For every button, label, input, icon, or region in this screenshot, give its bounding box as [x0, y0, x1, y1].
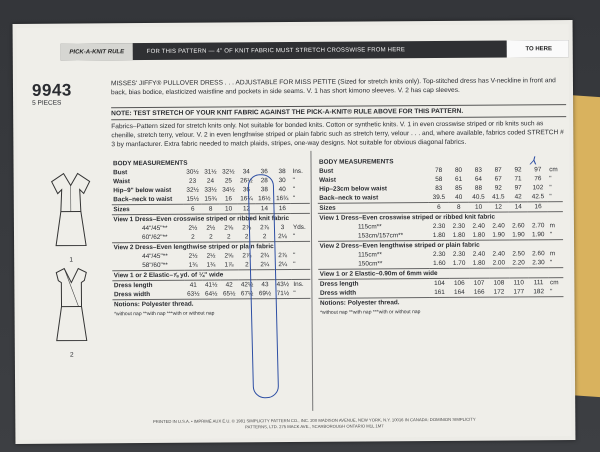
table-cell: m [549, 250, 556, 258]
table-cell: 115cm** [357, 223, 382, 231]
table-cell: 32½ [186, 186, 199, 194]
table-cell: Bust [113, 169, 128, 177]
table-cell: 2.40 [472, 250, 486, 258]
table-cell: 42 [514, 193, 522, 201]
view-2-caption: 2 [70, 351, 74, 359]
table-cell: 30½ [186, 168, 199, 176]
table-cell: " [293, 289, 296, 298]
table-cell: 24 [206, 177, 215, 185]
table-cell: 182 [533, 288, 545, 296]
table-cell: 61 [454, 175, 463, 183]
table-cell: 2½ [206, 252, 216, 260]
table-cell: 16 [224, 195, 233, 203]
table-cell: 14 [255, 204, 273, 214]
handwritten-size-circle [248, 174, 279, 399]
table-cell: 115cm** [358, 251, 382, 259]
table-cell: 67½ [240, 290, 254, 298]
table-cell: 80 [454, 166, 463, 174]
table-cell: Ins. [292, 279, 311, 289]
table-cell: 44"/45"** [142, 252, 168, 261]
table-cell: 1.80 [432, 231, 446, 240]
table-cell: " [550, 288, 553, 296]
left-v2-title: View 2 Dress–Even lengthwise striped or plain fabric [112, 241, 310, 252]
table-cell: 28 [260, 177, 268, 185]
table-cell: 177 [513, 288, 525, 296]
rule-here: TO HERE [507, 40, 571, 57]
table-cell: 2.00 [492, 259, 506, 267]
table-cell: 106 [449, 278, 469, 288]
table-cell: 12 [238, 204, 256, 214]
table-cell: Yds. [292, 223, 306, 232]
table-cell: 2 [191, 233, 195, 241]
table-cell: 172 [493, 288, 505, 296]
table-cell: 2.40 [492, 222, 505, 230]
table-cell: 32½ [222, 168, 235, 176]
table-cell: 76 [534, 175, 542, 183]
table-cell: 2.30 [433, 250, 446, 259]
table-cell: 33½ [204, 186, 217, 194]
table-cell: 3 [280, 224, 285, 232]
table-cell: " [549, 231, 552, 239]
table-cell: 42.5 [531, 193, 545, 201]
table-cell: 25 [224, 177, 232, 185]
table-cell: 16 [273, 204, 291, 214]
table-cell: 34½ [222, 186, 235, 194]
table-cell: 40 [278, 186, 286, 194]
table-cell: Hip–23cm below waist [319, 185, 388, 193]
table-cell: 2.30 [532, 259, 545, 267]
table-cell: 10 [469, 202, 489, 212]
table-cell: 107 [469, 278, 489, 288]
table-cell: 58"/60"** [142, 261, 168, 270]
dress-view-1-icon [44, 167, 99, 251]
table-cell: 39.5 [432, 193, 446, 202]
table-cell: 64½ [205, 290, 218, 298]
table-cell: Back–neck to waist [113, 195, 173, 204]
table-cell: 1.60 [433, 259, 446, 268]
table-cell: m [549, 222, 555, 230]
table-cell: 1¾ [188, 261, 198, 269]
table-cell: 34 [242, 168, 250, 176]
table-cell: 41 [184, 280, 202, 290]
table-cell: 38 [260, 186, 268, 194]
table-cell: 2.60 [512, 222, 525, 230]
pattern-number: 9943 [31, 80, 72, 100]
table-cell: 67 [494, 175, 502, 183]
table-cell: 2¼ [260, 261, 270, 269]
table-cell: 31½ [204, 168, 217, 176]
table-cell: 1.90 [492, 231, 505, 239]
table-cell: 6 [429, 202, 449, 212]
table-cell: " [292, 232, 296, 241]
table-cell: 108 [489, 278, 509, 288]
table-cell: 30 [278, 177, 286, 185]
table-cell: 2.30 [452, 222, 466, 230]
table-cell: 40.5 [472, 193, 485, 201]
metric-table [317, 156, 563, 317]
table-cell: " [293, 251, 296, 260]
table-cell: 42½ [238, 280, 256, 290]
table-cell: 6 [184, 204, 202, 214]
handwritten-mark: ⅄ [529, 155, 537, 168]
table-cell: 97 [534, 166, 542, 174]
table-cell: Back–neck to waist [319, 194, 379, 202]
table-cell: 8 [449, 202, 469, 212]
table-cell: 1.90 [532, 231, 545, 239]
table-cell: 161 [434, 288, 445, 297]
table-cell: " [292, 176, 295, 185]
table-cell: 2 [245, 261, 249, 269]
table-cell: 153cm/157cm** [358, 232, 404, 240]
table-cell: 2⅝ [224, 252, 234, 260]
table-cell: 111 [529, 278, 549, 288]
table-cell: Waist [113, 178, 130, 186]
table-cell: 1.80 [472, 231, 486, 239]
table-cell: 2 [244, 233, 249, 241]
table-cell: 2.70 [531, 222, 545, 230]
table-cell: 16 [528, 202, 548, 212]
table-cell: 58 [435, 175, 443, 184]
column-divider [310, 151, 312, 411]
table-cell: Dress length [112, 280, 184, 290]
table-cell: 1.80 [452, 231, 466, 239]
table-cell: 1.80 [472, 259, 486, 267]
table-cell: 164 [453, 288, 465, 296]
table-cell: 12 [488, 202, 508, 212]
table-cell: " [292, 194, 296, 203]
table-cell: 41½ [202, 280, 220, 290]
left-notions: Notions: Polyester thread. [112, 298, 310, 309]
table-cell: 1.90 [512, 231, 525, 239]
view-1-caption: 1 [69, 256, 74, 264]
table-cell: 102 [532, 184, 544, 192]
table-cell: 92 [494, 184, 502, 192]
dress-view-2-icon [44, 262, 99, 346]
table-cell: 23 [188, 177, 197, 185]
table-cell: " [293, 260, 296, 269]
table-cell: 2⅞ [242, 252, 252, 260]
table-cell: 43 [256, 280, 274, 290]
rule-label: PICK-A-KNIT RULE [61, 43, 133, 61]
right-v1-title: View 1 Dress–Even crosswise striped or ribbed knit fabric [318, 212, 563, 223]
table-cell: 2½ [188, 252, 198, 260]
table-cell: " [549, 259, 553, 267]
table-cell: 38 [278, 168, 286, 176]
table-cell: 64 [474, 175, 482, 183]
table-cell: 2¾ [260, 252, 270, 260]
table-cell: 2.20 [512, 259, 525, 267]
table-cell: Ins. [292, 167, 303, 176]
imperial-table [111, 158, 310, 318]
pattern-sheet [17, 24, 572, 440]
table-cell: 78 [435, 166, 443, 175]
stretch-note: NOTE: TEST STRETCH OF YOUR KNIT FABRIC AGAINST THE PICK-A-KNIT® RULE ABOVE FOR THIS PATTERN. [111, 104, 566, 120]
table-cell: 71½ [276, 290, 290, 298]
table-cell: 41.5 [492, 193, 505, 201]
left-title: BODY MEASUREMENTS [112, 159, 188, 168]
table-cell: 83 [474, 166, 482, 174]
table-cell: 88 [474, 184, 483, 192]
pattern-pieces: 5 PIECES [32, 99, 62, 107]
table-cell: 110 [509, 278, 529, 288]
table-cell: Waist [319, 176, 336, 184]
table-cell: 1.70 [452, 259, 466, 267]
table-cell: 16¾ [276, 195, 289, 203]
copyright-footer: PRINTED IN U.S.A. • IMPRIMÉ AUX É.U. © 1981 SIMPLICITY PATTERN CO., INC. 200 MADISON AVENUE, NEW YORK, N.Y. 10016 IN CANADA: DOMINION SIMPLICITY PATTERNS, LTD. 275 MACK AVE., SCARBOROUGH ONTARIO M1L 1M7 [152, 416, 476, 429]
table-cell: Bust [319, 167, 334, 175]
table-cell: cm [548, 278, 563, 288]
table-cell: 36 [260, 168, 268, 176]
view-1-figure [44, 167, 99, 263]
table-cell [291, 203, 310, 213]
pattern-description: MISSES' JIFFY® PULLOVER DRESS . . . ADJUSTABLE FOR MISS PETITE (Sized for stretch knits only). Top-stitched dress has V-neckline in front and back, bias bodice, elasticized waistline and pockets in side seams. V. 1 has short kimono sleeves. V. 2 has cap sleeves. [110, 77, 556, 97]
table-cell: 14 [508, 202, 528, 212]
table-cell: 150cm** [358, 260, 383, 268]
table-cell: 15¾ [204, 195, 217, 203]
table-cell: Hip–9" below waist [113, 186, 172, 195]
table-cell: 2 [262, 233, 267, 241]
table-cell: 2⅞ [260, 224, 270, 232]
left-elastic: View 1 or 2 Elastic–⅞ yd. of ¼" wide [112, 269, 310, 280]
rule-text: FOR THIS PATTERN — 4" OF KNIT FABRIC MUST STRETCH CROSSWISE FROM HERE [146, 46, 406, 55]
right-notions: Notions: Polyester thread. [318, 297, 563, 308]
table-cell: 16½ [258, 195, 271, 203]
right-v2-title: View 2 Dress–Even lengthwise striped or plain fabric [318, 240, 563, 251]
table-cell: 2 [226, 233, 231, 241]
view-2-figure [44, 262, 99, 358]
table-cell: 10 [220, 204, 238, 214]
table-cell: 2½ [206, 224, 216, 232]
table-cell: 8 [202, 204, 220, 214]
table-cell: " [549, 175, 552, 183]
table-cell: 43½ [274, 280, 292, 290]
table-cell: 2⅞ [242, 224, 252, 232]
table-cell: 2.40 [492, 250, 505, 258]
table-cell: 2.30 [452, 250, 466, 258]
right-elastic: View 1 or 2 Elastic–0.90m of 6mm wide [318, 268, 563, 280]
table-cell: 71 [514, 175, 522, 183]
table-cell: 104 [430, 278, 450, 288]
table-cell: 2⅛ [278, 233, 288, 241]
table-cell: 83 [435, 184, 443, 193]
table-cell: 2 [209, 233, 213, 241]
table-cell: Dress length [318, 279, 429, 289]
table-cell: " [549, 193, 552, 201]
table-cell: 40 [455, 193, 463, 201]
fabrics-text: Fabrics–Pattern sized for stretch knits only. Not suitable for bonded knits. Cotton or synthetic knits. V. 1 in even crosswise striped or rib knits such as chenille, stretch terry, velour. V. 2 in even lengthwise striped or plain fabric such as stretch terry, velour . . . and, where available, fabrics coded STRETCH # 3 by manfacturer. Extra fabric needed to match plaids, stripes, one-way designs. Not suitable for obvious diagonal fabrics. [111, 120, 564, 149]
table-cell: Dress width [113, 291, 151, 299]
table-cell: 2.30 [432, 222, 446, 231]
table-cell: 2⅝ [224, 224, 234, 232]
pick-a-knit-rule [61, 40, 571, 61]
table-cell: 63½ [187, 290, 200, 298]
table-cell: 97 [514, 184, 522, 192]
table-cell: 2.50 [512, 250, 525, 258]
table-cell: 2⅞ [278, 252, 288, 260]
table-cell: 1⅞ [224, 261, 234, 269]
table-cell: Dress width [319, 289, 357, 297]
table-cell [548, 202, 563, 212]
table-cell: 1¾ [206, 261, 216, 269]
table-cell: 36 [242, 186, 250, 194]
left-v1-title: View 1 Dress–Even crosswise striped or ribbed knit fabric [112, 213, 310, 224]
table-cell: 69½ [258, 290, 272, 298]
table-cell: 2¼ [278, 261, 288, 269]
table-cell: 16¼ [240, 195, 253, 203]
table-cell: 42 [220, 280, 238, 290]
table-cell: Sizes [112, 204, 184, 215]
right-title: BODY MEASUREMENTS [318, 158, 394, 166]
table-cell: 2½ [188, 224, 198, 232]
table-cell: " [292, 185, 295, 194]
table-cell: 92 [514, 166, 522, 174]
table-cell: " [549, 184, 552, 192]
table-cell: 44"/45"** [141, 224, 168, 233]
table-cell: 166 [473, 288, 485, 296]
table-cell: 60"/62"** [142, 233, 168, 242]
table-cell: 2.60 [532, 250, 545, 258]
right-footnote: *without nap **with nap ***with or without nap [320, 308, 421, 316]
table-cell: 85 [455, 184, 463, 192]
table-cell: Sizes [318, 203, 429, 214]
table-cell: cm [549, 166, 558, 174]
table-cell: 26½ [240, 177, 253, 185]
left-footnote: *without nap **with nap ***with or without nap [114, 310, 215, 317]
table-cell: 2.40 [472, 222, 485, 230]
table-cell: 87 [494, 166, 502, 174]
table-cell: 15½ [186, 195, 199, 203]
table-cell: 65½ [222, 290, 236, 298]
